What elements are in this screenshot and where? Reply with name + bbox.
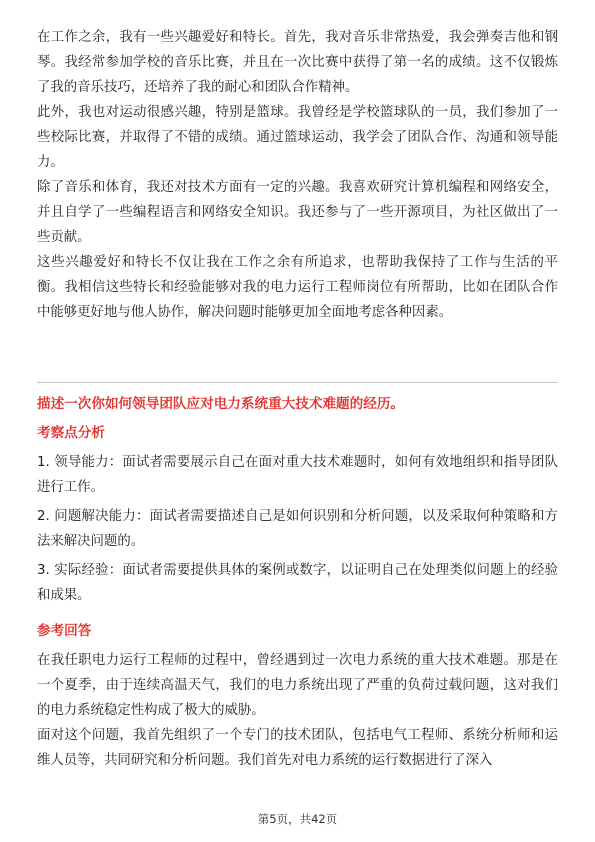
- page-number: 第5页，共42页: [257, 812, 338, 826]
- answer-paragraph: 面对这个问题，我首先组织了一个专门的技术团队，包括电气工程师、系统分析师和运维人员等，共同研究和分析问题。我们首先对电力系统的运行数据进行了深入: [37, 728, 558, 768]
- answer-heading: 参考回答: [37, 623, 92, 639]
- analysis-heading: 考察点分析: [37, 425, 105, 441]
- analysis-item: 1. 领导能力：面试者需要展示自己在面对重大技术难题时，如何有效地组织和指导团队进行工作。: [37, 455, 558, 495]
- analysis-item: 3. 实际经验：面试者需要提供具体的案例或数字，以证明自己在处理类似问题上的经验和成果。: [37, 563, 558, 603]
- intro-paragraph-music: 在工作之余，我有一些兴趣爱好和特长。首先，我对音乐非常热爱，我会弹奏吉他和钢琴。我经常参加学校的音乐比赛，并且在一次比赛中获得了第一名的成绩。这不仅锻炼了我的音乐技巧，还培养了我的耐心和团队合作精神。: [37, 30, 558, 95]
- intro-paragraph-summary: 这些兴趣爱好和特长不仅让我在工作之余有所追求，也帮助我保持了工作与生活的平衡。我相信这些特长和经验能够对我的电力运行工程师岗位有所帮助，比如在团队合作中能够更好地与他人协作，解决问题时能够更加全面地考虑各种因素。: [37, 255, 558, 320]
- question-title: 描述一次你如何领导团队应对电力系统重大技术难题的经历。: [37, 396, 405, 412]
- intro-section: [37, 25, 558, 325]
- intro-paragraph-tech: 除了音乐和体育，我还对技术方面有一定的兴趣。我喜欢研究计算机编程和网络安全，并且自学了一些编程语言和网络安全知识。我还参与了一些开源项目，为社区做出了一些贡献。: [37, 180, 558, 245]
- intro-paragraph-sports: 此外，我也对运动很感兴趣，特别是篮球。我曾经是学校篮球队的一员，我们参加了一些校际比赛，并取得了不错的成绩。通过篮球运动，我学会了团队合作、沟通和领导能力。: [37, 105, 558, 170]
- answer-paragraph: 在我任职电力运行工程师的过程中，曾经遇到过一次电力系统的重大技术难题。那是在一个夏季，由于连续高温天气，我们的电力系统出现了严重的负荷过载问题，这对我们的电力系统稳定性构成了极大的威胁。: [37, 653, 558, 718]
- section-divider: [37, 382, 558, 383]
- analysis-item: 2. 问题解决能力：面试者需要描述自己是如何识别和分析问题，以及采取何种策略和方法来解决问题的。: [37, 509, 558, 549]
- question-section: [37, 392, 558, 773]
